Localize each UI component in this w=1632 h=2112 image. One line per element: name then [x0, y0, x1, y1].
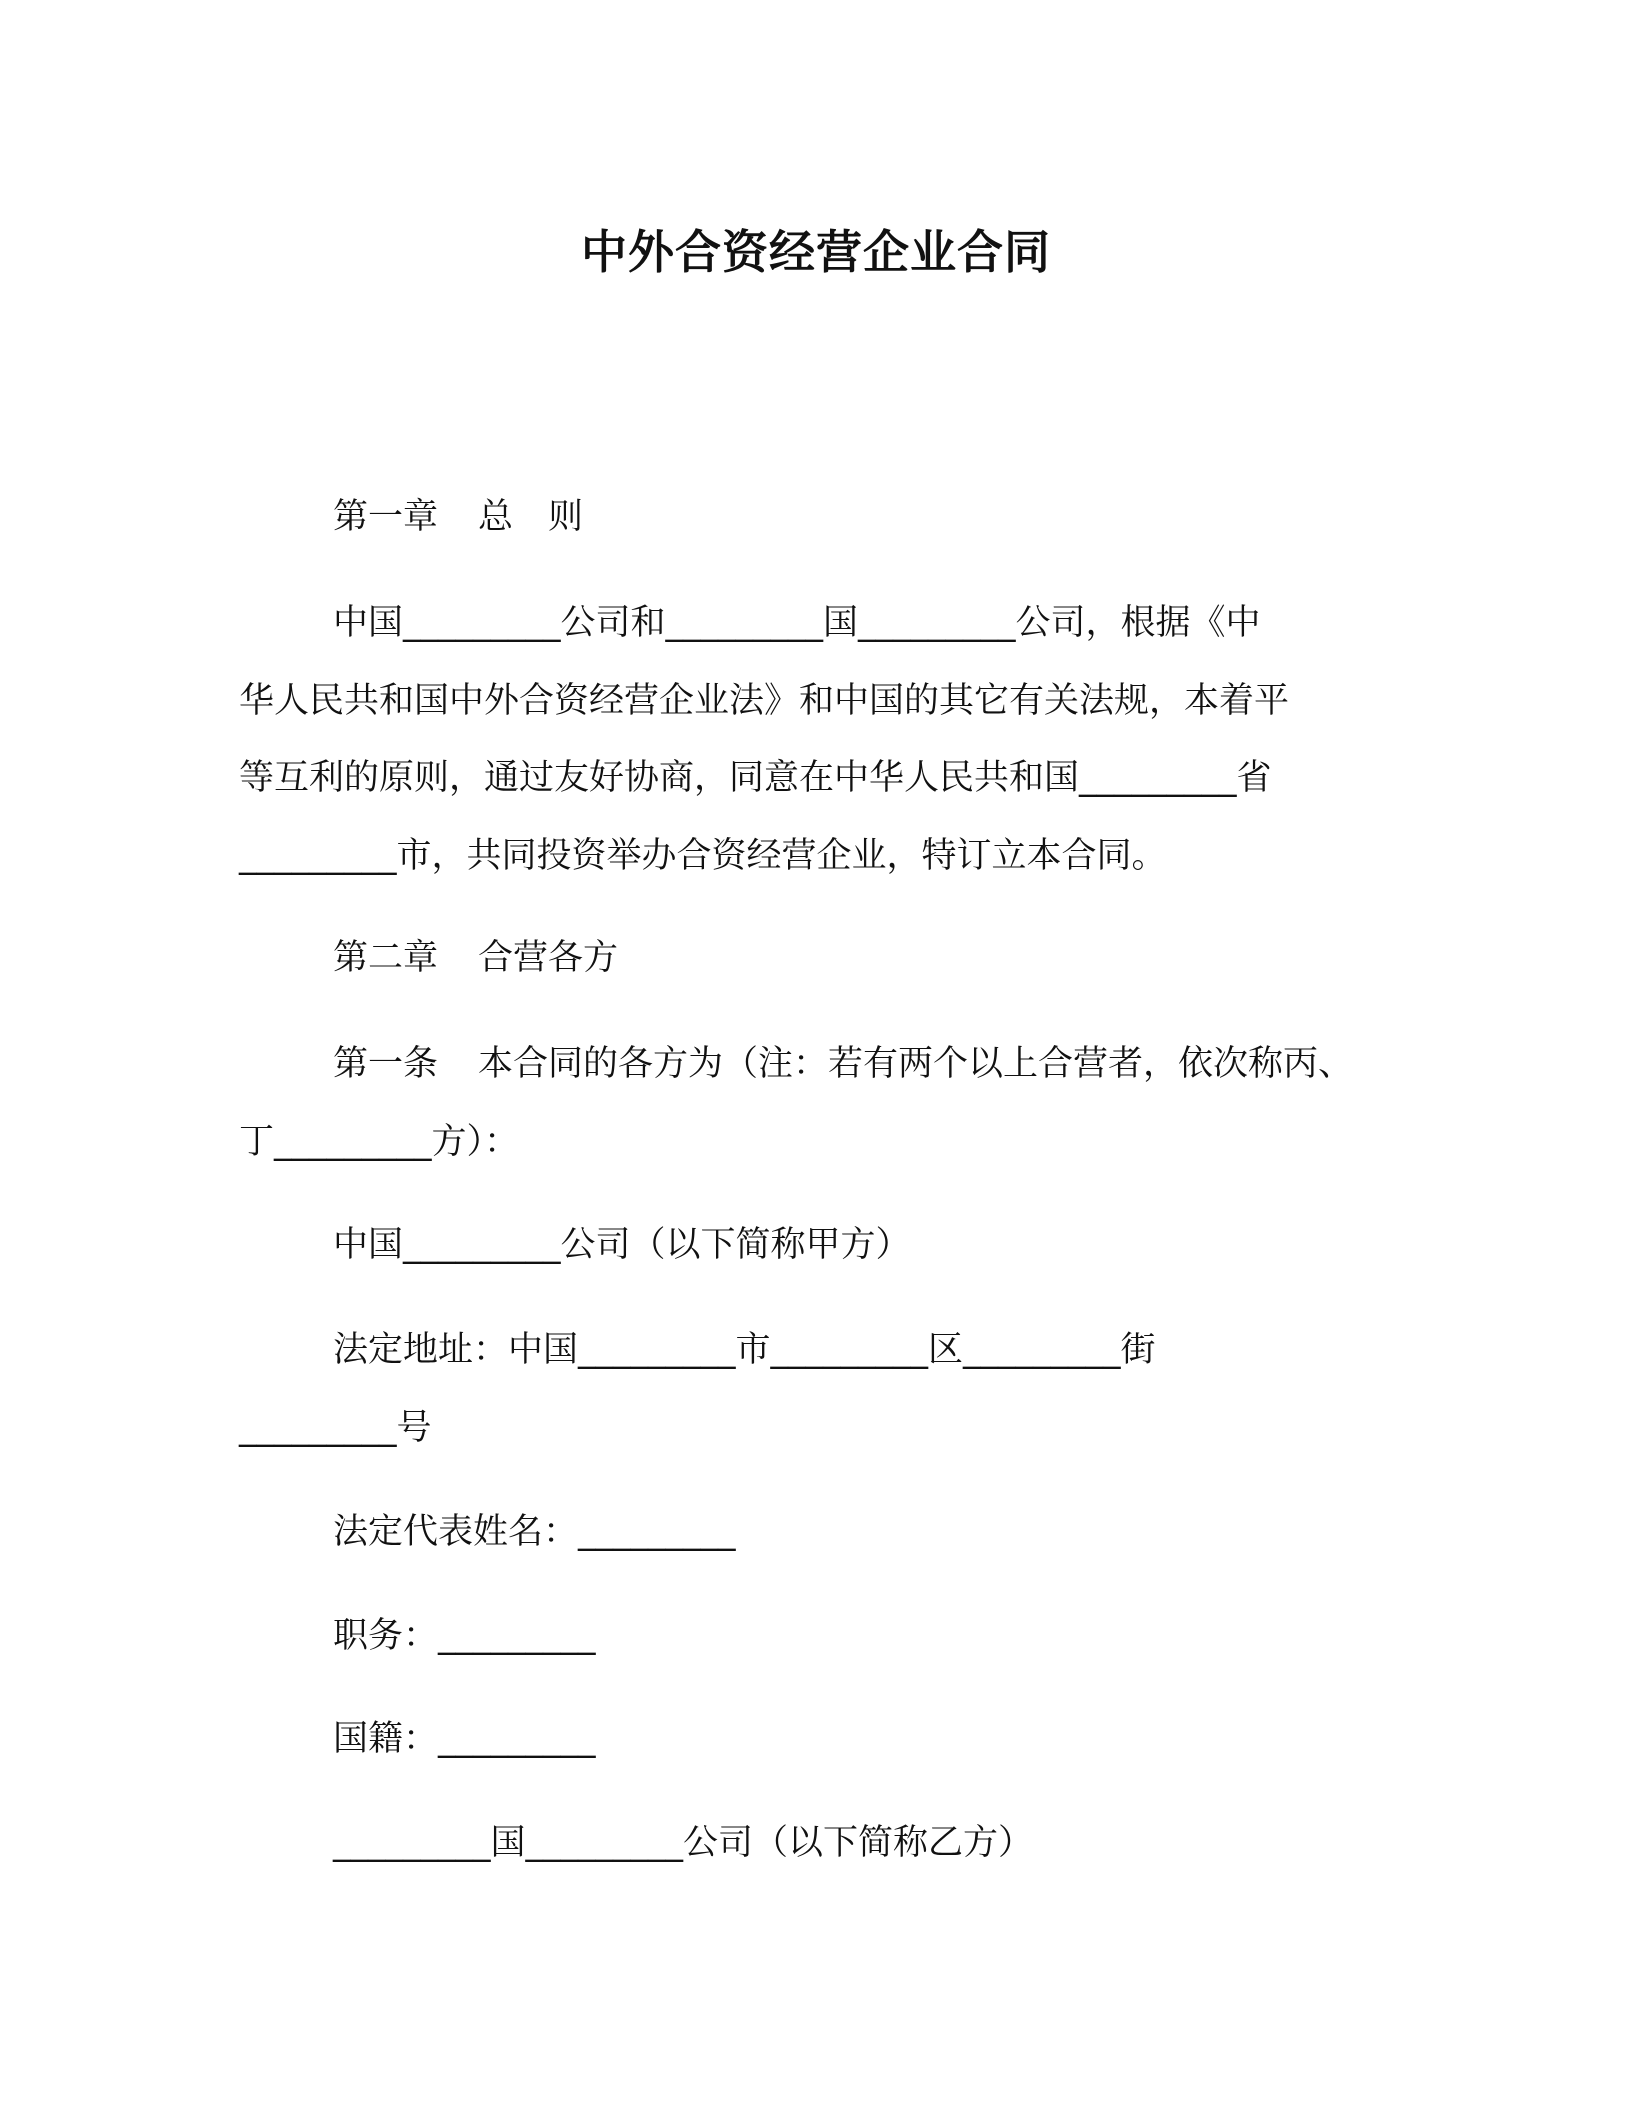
chapter-1-heading: [333, 492, 583, 542]
document-title: 中外合资经营企业合同: [581, 225, 1051, 279]
party-a-company: 中国_________公司（以下简称甲方）: [333, 1225, 911, 1265]
article-1-number: 第一条: [333, 1044, 439, 1084]
party-a-position: 职务：_________: [333, 1616, 596, 1656]
chapter-2-heading: [333, 933, 618, 983]
preamble-line-2: 华人民共和国中外合资经营企业法》和中国的其它有关法规，本着平: [239, 681, 1290, 721]
preamble-line-4: _________市，共同投资举办合资经营企业，特订立本合同。: [239, 836, 1167, 876]
preamble-line-3: 等互利的原则，通过友好协商，同意在中华人民共和国_________省: [239, 758, 1272, 798]
party-b-company: _________国_________公司（以下简称乙方）: [333, 1823, 1034, 1863]
article-1-line-1: [333, 1039, 1353, 1089]
party-a-address-line-1: 法定地址：中国_________市_________区_________街: [333, 1330, 1156, 1370]
article-1-line-2: 丁_________方）：: [239, 1122, 520, 1162]
chapter-2-number: 第二章: [333, 938, 439, 978]
chapter-2-name: 合营各方: [478, 938, 619, 978]
chapter-1-number: 第一章: [333, 497, 439, 537]
article-1-text: 本合同的各方为（注：若有两个以上合营者，依次称丙、: [478, 1044, 1354, 1084]
preamble-line-1: 中国_________公司和_________国_________公司，根据《中: [333, 603, 1261, 643]
party-a-representative: 法定代表姓名：_________: [333, 1512, 736, 1552]
party-a-nationality: 国籍：_________: [333, 1719, 596, 1759]
party-a-address-line-2: _________号: [239, 1408, 432, 1448]
chapter-1-name: 总 则: [478, 497, 584, 537]
